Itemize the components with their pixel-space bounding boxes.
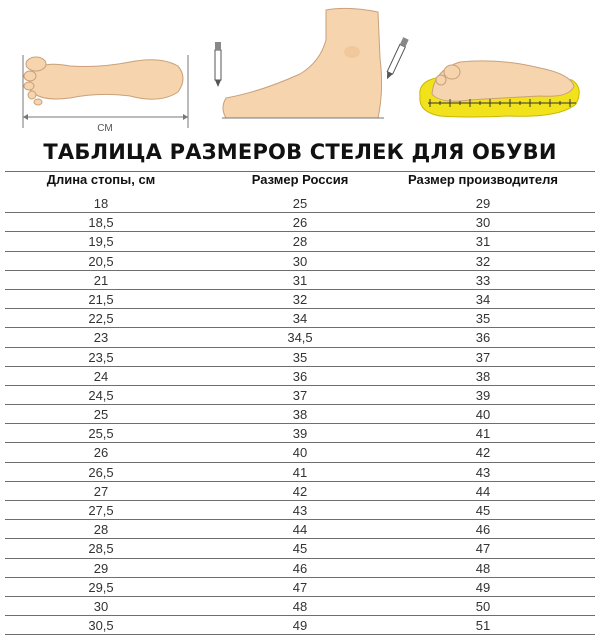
manufacturer-size-cell: 29: [475, 196, 491, 211]
table-row: [0, 424, 600, 443]
column-header-manufacturer-size: Размер производителя: [408, 172, 558, 187]
foot-length-cell: 25: [93, 407, 109, 423]
manufacturer-size-cell: 46: [475, 522, 491, 538]
russia-size-cell: 45: [292, 541, 308, 557]
russia-size-cell: 48: [292, 598, 308, 614]
foot-length-cell: 25,5: [88, 426, 114, 442]
foot-length-cell: 27,5: [88, 503, 114, 518]
russia-size-cell: 42: [292, 483, 308, 499]
manufacturer-size-cell: 40: [475, 407, 491, 423]
size-table: [0, 194, 600, 635]
manufacturer-size-cell: 31: [475, 234, 491, 250]
manufacturer-size-cell: 38: [475, 368, 491, 384]
russia-size-cell: 43: [292, 503, 308, 518]
table-row: [0, 271, 600, 290]
column-header-russia-size: Размер Россия: [251, 172, 349, 187]
table-row: [0, 405, 600, 424]
russia-size-cell: 40: [292, 445, 308, 461]
foot-length-cell: 18: [93, 196, 109, 211]
page-title: ТАБЛИЦА РАЗМЕРОВ СТЕЛЕК ДЛЯ ОБУВИ: [43, 140, 557, 164]
foot-length-cell: 21,5: [88, 291, 114, 307]
manufacturer-size-cell: 41: [475, 426, 491, 442]
table-row: [0, 290, 600, 309]
russia-size-cell: 39: [292, 426, 308, 442]
russia-size-cell: 31: [292, 272, 308, 288]
manufacturer-size-cell: 37: [475, 349, 491, 365]
russia-size-cell: 49: [292, 618, 308, 634]
foot-length-cell: 23,5: [88, 349, 114, 365]
russia-size-cell: 35: [292, 349, 308, 365]
table-row: [0, 482, 600, 501]
insole-icon: [420, 61, 579, 117]
foot-length-cell: 23: [93, 330, 109, 346]
manufacturer-size-cell: 50: [475, 598, 491, 614]
foot-length-cell: 21: [93, 272, 109, 288]
manufacturer-size-cell: 48: [475, 560, 491, 576]
table-header: [0, 172, 600, 194]
manufacturer-size-cell: 51: [475, 618, 491, 634]
russia-size-cell: 47: [292, 579, 308, 595]
table-row: [0, 539, 600, 558]
russia-size-cell: 44: [292, 522, 308, 538]
foot-length-cell: 29: [93, 560, 109, 576]
manufacturer-size-cell: 43: [475, 464, 491, 480]
pencil-icon: [215, 42, 221, 87]
unit-label: СМ: [97, 123, 113, 134]
russia-size-cell: 32: [292, 291, 308, 307]
foot-length-cell: 30: [93, 598, 109, 614]
table-row: [0, 309, 600, 328]
foot-side-icon: [222, 8, 384, 118]
manufacturer-size-cell: 47: [475, 541, 491, 557]
foot-measurement-illustration: [0, 0, 600, 140]
foot-length-cell: 20,5: [88, 253, 114, 269]
russia-size-cell: 38: [292, 407, 308, 423]
table-row: [0, 328, 600, 347]
foot-length-cell: 27: [93, 483, 109, 499]
foot-length-cell: 28: [93, 522, 109, 538]
russia-size-cell: 26: [292, 215, 308, 231]
russia-size-cell: 25: [292, 196, 308, 211]
foot-length-cell: 30,5: [88, 618, 114, 634]
russia-size-cell: 37: [292, 387, 308, 403]
table-row: [0, 213, 600, 232]
foot-length-cell: 26: [93, 445, 109, 461]
foot-length-cell: 29,5: [88, 579, 114, 595]
table-row: [0, 348, 600, 367]
manufacturer-size-cell: 34: [475, 291, 491, 307]
foot-length-cell: 26,5: [88, 464, 114, 480]
manufacturer-size-cell: 49: [475, 579, 491, 595]
table-row: [0, 578, 600, 597]
table-row: [0, 501, 600, 520]
table-row: [0, 252, 600, 271]
table-row: [0, 520, 600, 539]
russia-size-cell: 34,5: [287, 330, 313, 346]
table-row: [0, 367, 600, 386]
table-row: [0, 232, 600, 251]
foot-length-cell: 24,5: [88, 387, 114, 403]
manufacturer-size-cell: 42: [475, 445, 491, 461]
russia-size-cell: 34: [292, 311, 308, 327]
manufacturer-size-cell: 32: [475, 253, 491, 269]
foot-length-cell: 19,5: [88, 234, 114, 250]
russia-size-cell: 46: [292, 560, 308, 576]
manufacturer-size-cell: 30: [475, 215, 491, 231]
pencil-icon: [384, 37, 408, 80]
table-row: [0, 194, 600, 213]
foot-length-cell: 28,5: [88, 541, 114, 557]
russia-size-cell: 30: [292, 253, 308, 269]
table-row: [0, 616, 600, 635]
manufacturer-size-cell: 39: [475, 387, 491, 403]
russia-size-cell: 28: [292, 234, 308, 250]
russia-size-cell: 36: [292, 368, 308, 384]
table-row: [0, 559, 600, 578]
manufacturer-size-cell: 36: [475, 330, 491, 346]
foot-length-cell: 18,5: [88, 215, 114, 231]
foot-sole-icon: [23, 55, 188, 134]
manufacturer-size-cell: 44: [475, 483, 491, 499]
manufacturer-size-cell: 33: [475, 272, 491, 288]
column-header-foot-length: Длина стопы, см: [46, 172, 156, 187]
manufacturer-size-cell: 35: [475, 311, 491, 327]
foot-length-cell: 22,5: [88, 311, 114, 327]
russia-size-cell: 41: [292, 464, 308, 480]
table-row: [0, 443, 600, 462]
table-row: [0, 386, 600, 405]
foot-length-cell: 24: [93, 368, 109, 384]
manufacturer-size-cell: 45: [475, 503, 491, 518]
table-row: [0, 463, 600, 482]
